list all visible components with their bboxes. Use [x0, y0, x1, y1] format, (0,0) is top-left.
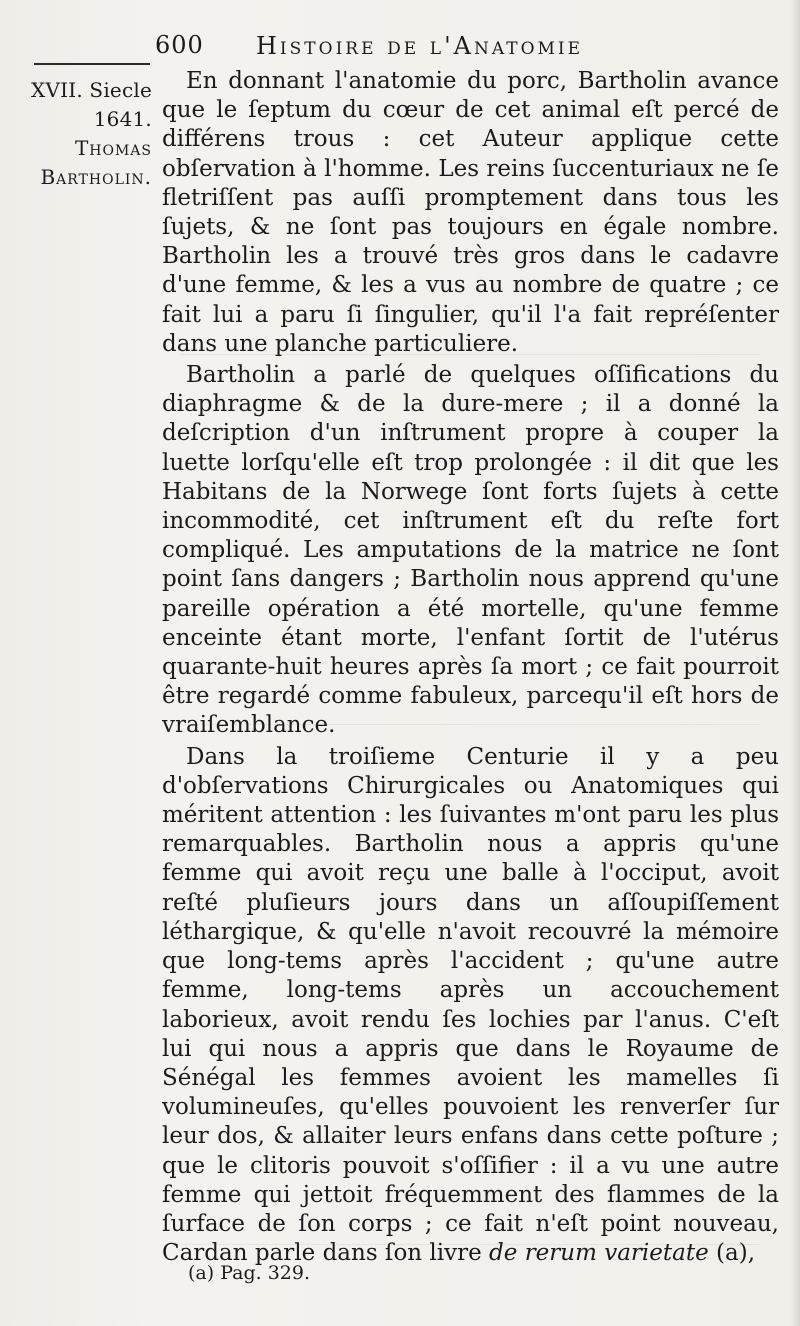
paragraph-3 — [162, 743, 779, 1269]
running-title: Histoire de l'Anatomie — [256, 32, 584, 60]
margin-name-last: Bartholin. — [40, 165, 152, 189]
head-rule — [34, 63, 150, 65]
margin-name-first: Thomas — [74, 136, 152, 160]
main-text — [162, 67, 779, 1268]
paragraph-2: Bartholin a parlé de quelques oſſifications du diaphragme & de la dure-mere ; il a donné la deſcription d'un inſtrument propre à couper la luette lorſqu'elle eſt trop prolongée : il dit que les Habitans de la Norwege ſont forts ſujets à cette incommodité, cet inſtrument eſt du reſte fort compliqué. Les amputations de la matrice ne ſont point ſans dangers ; Bartholin nous apprend qu'une pareille opération a été mortelle, qu'une femme enceinte étant morte, l'enfant ſortit de l'utérus quarante-huit heures après ſa mort ; ce fait pourroit être regardé comme fabuleux, parcequ'il eſt hors de vraiſemblance. — [162, 362, 779, 739]
footnote: (a) Pag. 329. — [188, 1262, 310, 1284]
margin-year: 1641. — [93, 107, 152, 131]
margin-century: XVII. Siecle — [31, 78, 152, 102]
page-number: 600 — [155, 31, 204, 59]
italic-title: de rerum varietate — [489, 1240, 709, 1267]
paragraph-3-tail: (a), — [708, 1240, 755, 1267]
show-through-line — [180, 1244, 760, 1245]
margin-note — [22, 76, 152, 192]
paragraph-3-text: Dans la troiſieme Centurie il y a peu d'obſervations Chirurgicales ou Anatomiques qui méritent attention : les ſuivantes m'ont paru les plus remarquables. Bartholin nous a appris qu'une femme qui avoit reçu une balle à l'occiput, avoit reſté pluſieurs jours dans un aſſoupiſſement léthargique, & qu'elle n'avoit recouvré la mémoire que long-tems après l'accident ; qu'une autre femme, long-tems après un accouchement laborieux, avoit rendu ſes lochies par l'anus. C'eſt lui qui nous a appris que dans le Royaume de Sénégal les femmes avoient les mamelles ſi volumineuſes, qu'elles pouvoient les renverſer ſur leur dos, & allaiter leurs enfans dans cette poſture ; que le clitoris pouvoit s'oſſifier : il a vu une autre femme qui jettoit fréquemment des flammes de la ſurface de ſon corps ; ce fait n'eſt point nouveau, Cardan parle dans ſon livre — [162, 743, 779, 1267]
running-head — [0, 28, 800, 68]
page-edge-shadow — [790, 0, 800, 1326]
show-through-line — [180, 724, 760, 725]
show-through-line — [180, 354, 760, 355]
paragraph-1: En donnant l'anatomie du porc, Bartholin avance que le ſeptum du cœur de cet animal eſt percé de différens trous : cet Auteur applique cette obſervation à l'homme. Les reins ſuccenturiaux ne ſe fletriſſent pas auſſi promptement dans tous les ſujets, & ne ſont pas toujours en égale nombre. Bartholin les a trouvé très gros dans le cadavre d'une femme, & les a vus au nombre de quatre ; ce fait lui a paru ſi ſingulier, qu'il l'a fait repréſenter dans une planche particuliere. — [162, 68, 779, 357]
